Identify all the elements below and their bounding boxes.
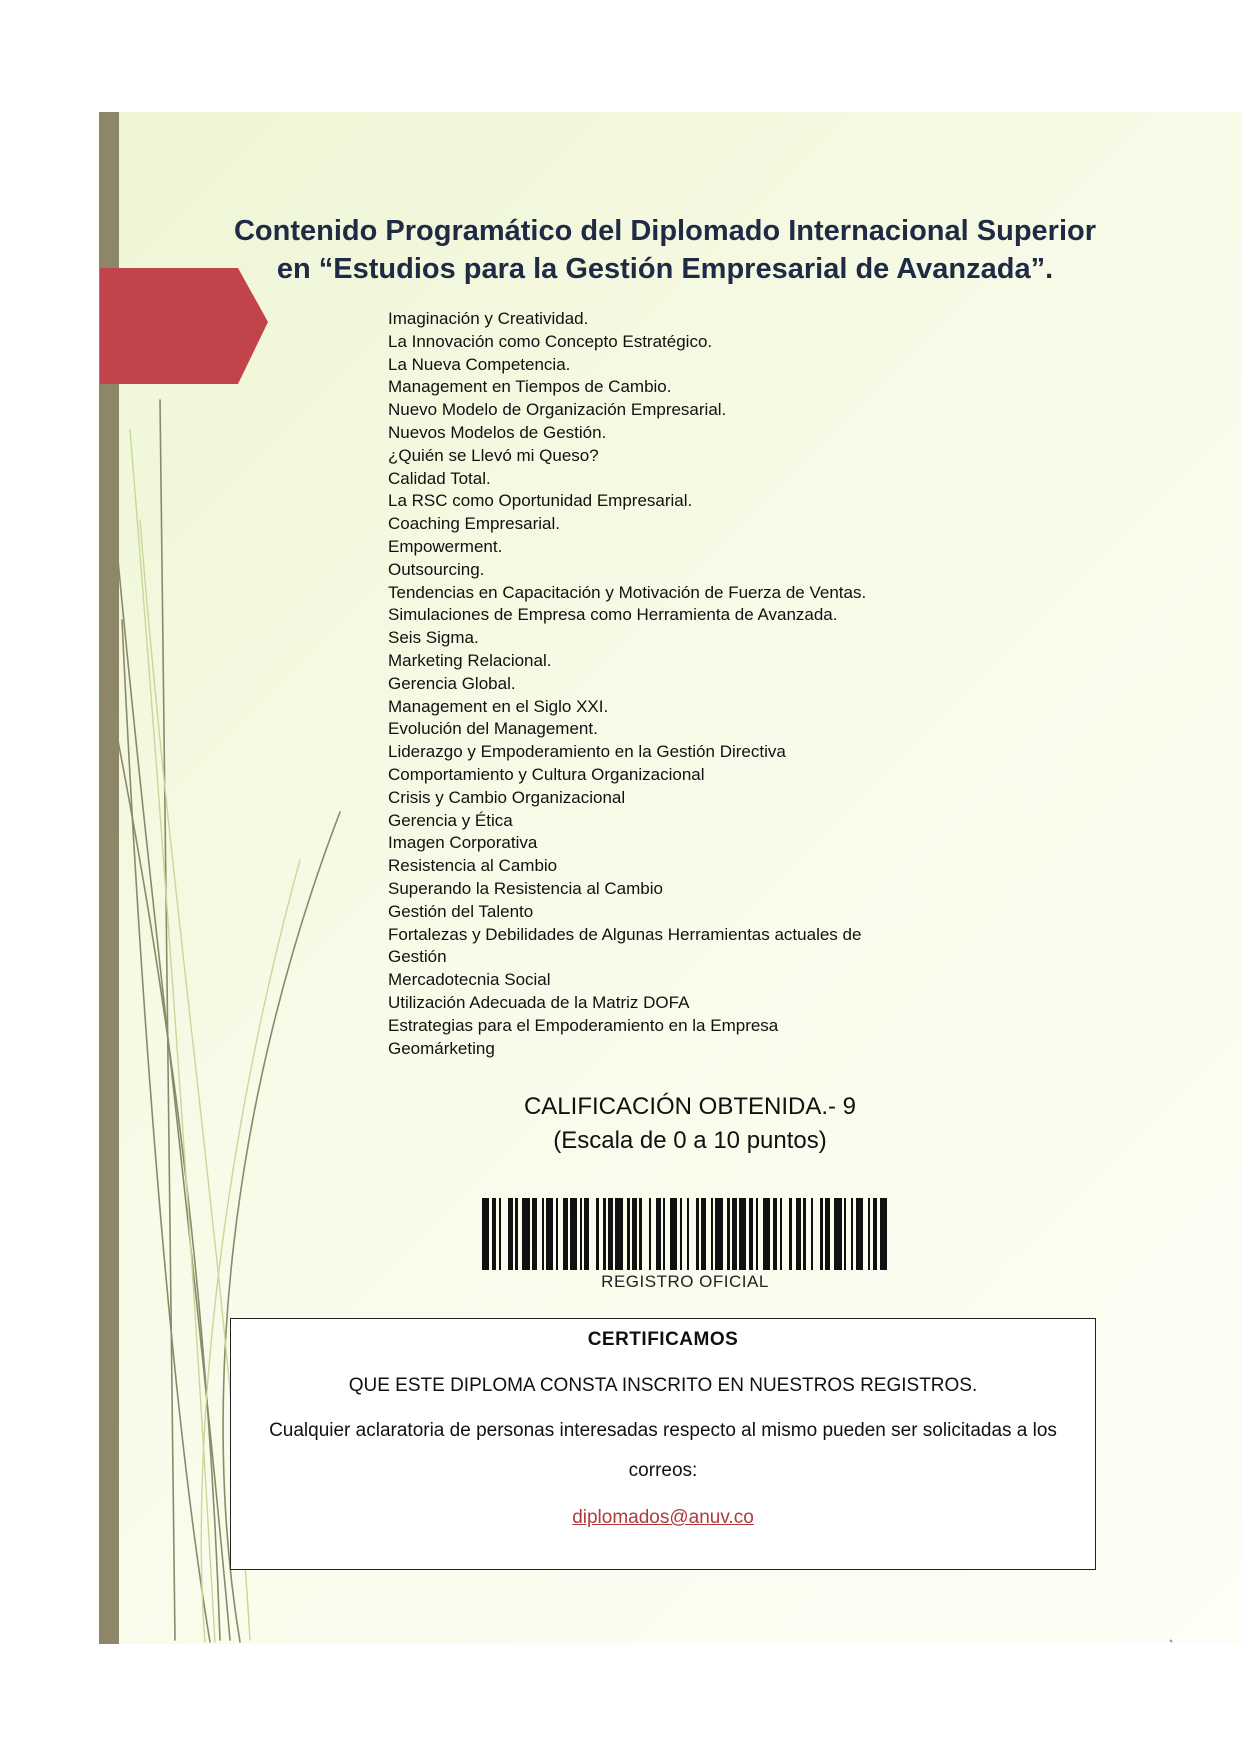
- barcode-bar: [763, 1198, 770, 1270]
- barcode-bar: [856, 1198, 863, 1270]
- barcode-bar: [689, 1198, 696, 1270]
- barcode-bar: [546, 1198, 553, 1270]
- topic-item: Simulaciones de Empresa como Herramienta de Avanzada.: [388, 605, 838, 625]
- topic-item: Empowerment.: [388, 536, 503, 556]
- contact-email-link[interactable]: diplomados@anuv.co: [572, 1507, 754, 1528]
- topic-item: Gestión del Talento: [388, 901, 534, 921]
- topic-item: Nuevo Modelo de Organización Empresarial.: [388, 400, 727, 420]
- topic-item: Resistencia al Cambio: [388, 856, 558, 876]
- topic-item: La Innovación como Concepto Estratégico.: [388, 331, 713, 351]
- topic-item: Gerencia Global.: [388, 673, 516, 693]
- topic-item: Marketing Relacional.: [388, 650, 552, 670]
- topic-item: Superando la Resistencia al Cambio: [388, 878, 663, 898]
- certificate-heading: CERTIFICAMOS: [587, 1329, 739, 1350]
- barcode-bar: [670, 1198, 677, 1270]
- topic-item: Seis Sigma.: [388, 628, 479, 648]
- barcode-bar: [615, 1198, 622, 1270]
- barcode-bar: [834, 1198, 841, 1270]
- topic-item: Crisis y Cambio Organizacional: [388, 787, 626, 807]
- topic-item: Mercadotecnia Social: [388, 970, 551, 990]
- topic-item: Coaching Empresarial.: [388, 514, 560, 534]
- barcode-bar: [522, 1198, 529, 1270]
- topic-item: Liderazgo y Empoderamiento en la Gestión Directiva: [388, 742, 786, 762]
- topic-item: Gestión: [388, 947, 447, 967]
- topic-item: Management en el Siglo XXI.: [388, 696, 609, 716]
- left-accent-bar: [99, 112, 119, 1644]
- grade-block: [430, 1090, 950, 1158]
- barcode-bar: [880, 1198, 887, 1270]
- topic-item: Gerencia y Ética: [388, 810, 513, 830]
- topic-item: La RSC como Oportunidad Empresarial.: [388, 491, 693, 511]
- barcode-bar: [589, 1198, 596, 1270]
- topic-item: Management en Tiempos de Cambio.: [388, 377, 672, 397]
- barcode-bar: [715, 1198, 722, 1270]
- grade-obtained: CALIFICACIÓN OBTENIDA.- 9: [523, 1093, 857, 1120]
- title-line-1: Contenido Programático del Diplomado Internacional Superior: [233, 215, 1097, 247]
- certificate-statement: QUE ESTE DIPLOMA CONSTA INSCRITO EN NUESTROS REGISTROS.: [348, 1375, 978, 1396]
- certificate-body: Cualquier aclaratoria de personas interesadas respecto al mismo pueden ser solicitadas a los correos:: [269, 1420, 1057, 1481]
- barcode-bar: [813, 1198, 820, 1270]
- topic-item: Fortalezas y Debilidades de Algunas Herramientas actuales de: [388, 924, 862, 944]
- topic-item: Tendencias en Capacitación y Motivación de Fuerza de Ventas.: [388, 582, 867, 602]
- topic-item: Utilización Adecuada de la Matriz DOFA: [388, 992, 690, 1012]
- topic-item: Imaginación y Creatividad.: [388, 309, 589, 328]
- topic-item: Calidad Total.: [388, 468, 491, 488]
- barcode-bar: [482, 1198, 489, 1270]
- topic-item: Outsourcing.: [388, 559, 485, 579]
- registry-label: REGISTRO OFICIAL: [601, 1272, 769, 1291]
- topic-item: Geomárketing: [388, 1038, 495, 1058]
- barcode-bar: [739, 1198, 746, 1270]
- grade-scale: (Escala de 0 a 10 puntos): [553, 1127, 827, 1154]
- topic-item: ¿Quién se Llevó mi Queso?: [388, 445, 599, 465]
- barcode-bar: [570, 1198, 577, 1270]
- page-title: [200, 212, 1130, 288]
- certificate-box: [230, 1318, 1096, 1570]
- title-line-2: en “Estudios para la Gestión Empresarial de Avanzada”.: [276, 253, 1054, 285]
- topic-item: La Nueva Competencia.: [388, 354, 571, 374]
- topic-item: Estrategias para el Empoderamiento en la Empresa: [388, 1015, 779, 1035]
- topic-item: Nuevos Modelos de Gestión.: [388, 422, 607, 442]
- topic-item: Evolución del Management.: [388, 719, 598, 739]
- program-topics-list: [388, 308, 948, 1060]
- barcode-bar: [642, 1198, 649, 1270]
- barcode: [482, 1198, 888, 1270]
- topic-item: Comportamiento y Cultura Organizacional: [388, 764, 705, 784]
- topic-item: Imagen Corporativa: [388, 833, 538, 853]
- barcode-bar: [782, 1198, 789, 1270]
- barcode-bar: [501, 1198, 508, 1270]
